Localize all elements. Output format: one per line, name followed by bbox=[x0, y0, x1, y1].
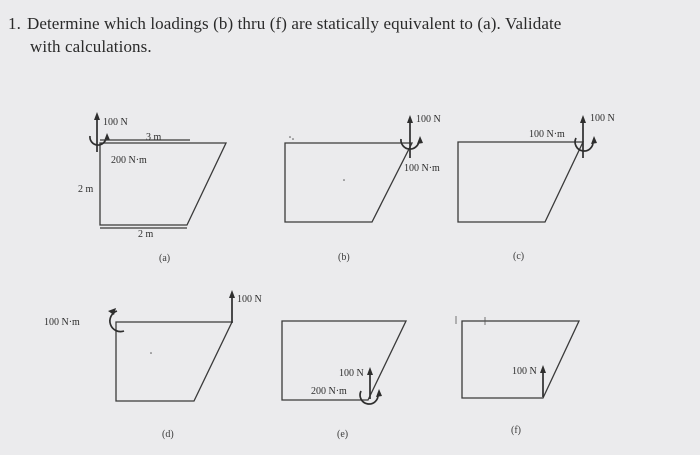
force-label-a: 100 N bbox=[103, 117, 128, 128]
figure-f bbox=[456, 316, 579, 436]
figure-a bbox=[78, 112, 226, 264]
force-label-b: 100 N bbox=[416, 114, 441, 125]
force-arrowhead-e bbox=[367, 367, 373, 375]
figure-b bbox=[285, 114, 441, 263]
dim-label-left-a: 2 m bbox=[78, 184, 94, 195]
moment-label-d: 100 N·m bbox=[44, 317, 80, 328]
force-arrowhead-a bbox=[94, 112, 100, 120]
plate-outline-b bbox=[285, 143, 412, 222]
force-label-f: 100 N bbox=[512, 366, 537, 377]
figure-c bbox=[458, 113, 615, 262]
caption-e: (e) bbox=[337, 429, 349, 440]
force-label-e: 100 N bbox=[339, 368, 364, 379]
caption-a: (a) bbox=[159, 253, 171, 264]
caption-c: (c) bbox=[513, 251, 525, 262]
plate-outline-d bbox=[116, 322, 232, 401]
force-arrowhead-f bbox=[540, 365, 546, 373]
moment-label-c: 100 N·m bbox=[529, 129, 565, 140]
dim-label-top-a: 3 m bbox=[146, 132, 162, 143]
force-arrowhead-c bbox=[580, 115, 586, 123]
speck bbox=[289, 136, 291, 138]
moment-arc-d bbox=[110, 311, 124, 332]
moment-arc-c bbox=[575, 138, 593, 151]
problem-text-line-1: Determine which loadings (b) thru (f) are statically equivalent to (a). Validate bbox=[26, 14, 562, 33]
plate-outline-f bbox=[462, 321, 579, 398]
moment-label-a: 200 N·m bbox=[111, 155, 147, 166]
problem-number: 1. bbox=[8, 14, 21, 33]
moment-arrowhead-b bbox=[417, 136, 423, 144]
caption-d: (d) bbox=[162, 429, 174, 440]
force-arrowhead-b bbox=[407, 115, 413, 123]
figure-d bbox=[44, 290, 262, 440]
caption-b: (b) bbox=[338, 252, 350, 263]
moment-label-b: 100 N·m bbox=[404, 163, 440, 174]
speck bbox=[150, 352, 152, 354]
problem-text-line-2: with calculations. bbox=[30, 37, 152, 56]
moment-arrowhead-e bbox=[376, 389, 382, 397]
figure-e bbox=[282, 321, 406, 440]
dim-label-bottom-a: 2 m bbox=[138, 229, 154, 240]
speck bbox=[292, 138, 294, 140]
force-label-d: 100 N bbox=[237, 294, 262, 305]
caption-f: (f) bbox=[511, 425, 521, 436]
moment-label-e: 200 N·m bbox=[311, 386, 347, 397]
speck bbox=[343, 179, 345, 181]
force-arrowhead-d bbox=[229, 290, 235, 298]
moment-arrowhead-c bbox=[591, 136, 597, 144]
force-label-c: 100 N bbox=[590, 113, 615, 124]
plate-outline-c bbox=[458, 142, 583, 222]
